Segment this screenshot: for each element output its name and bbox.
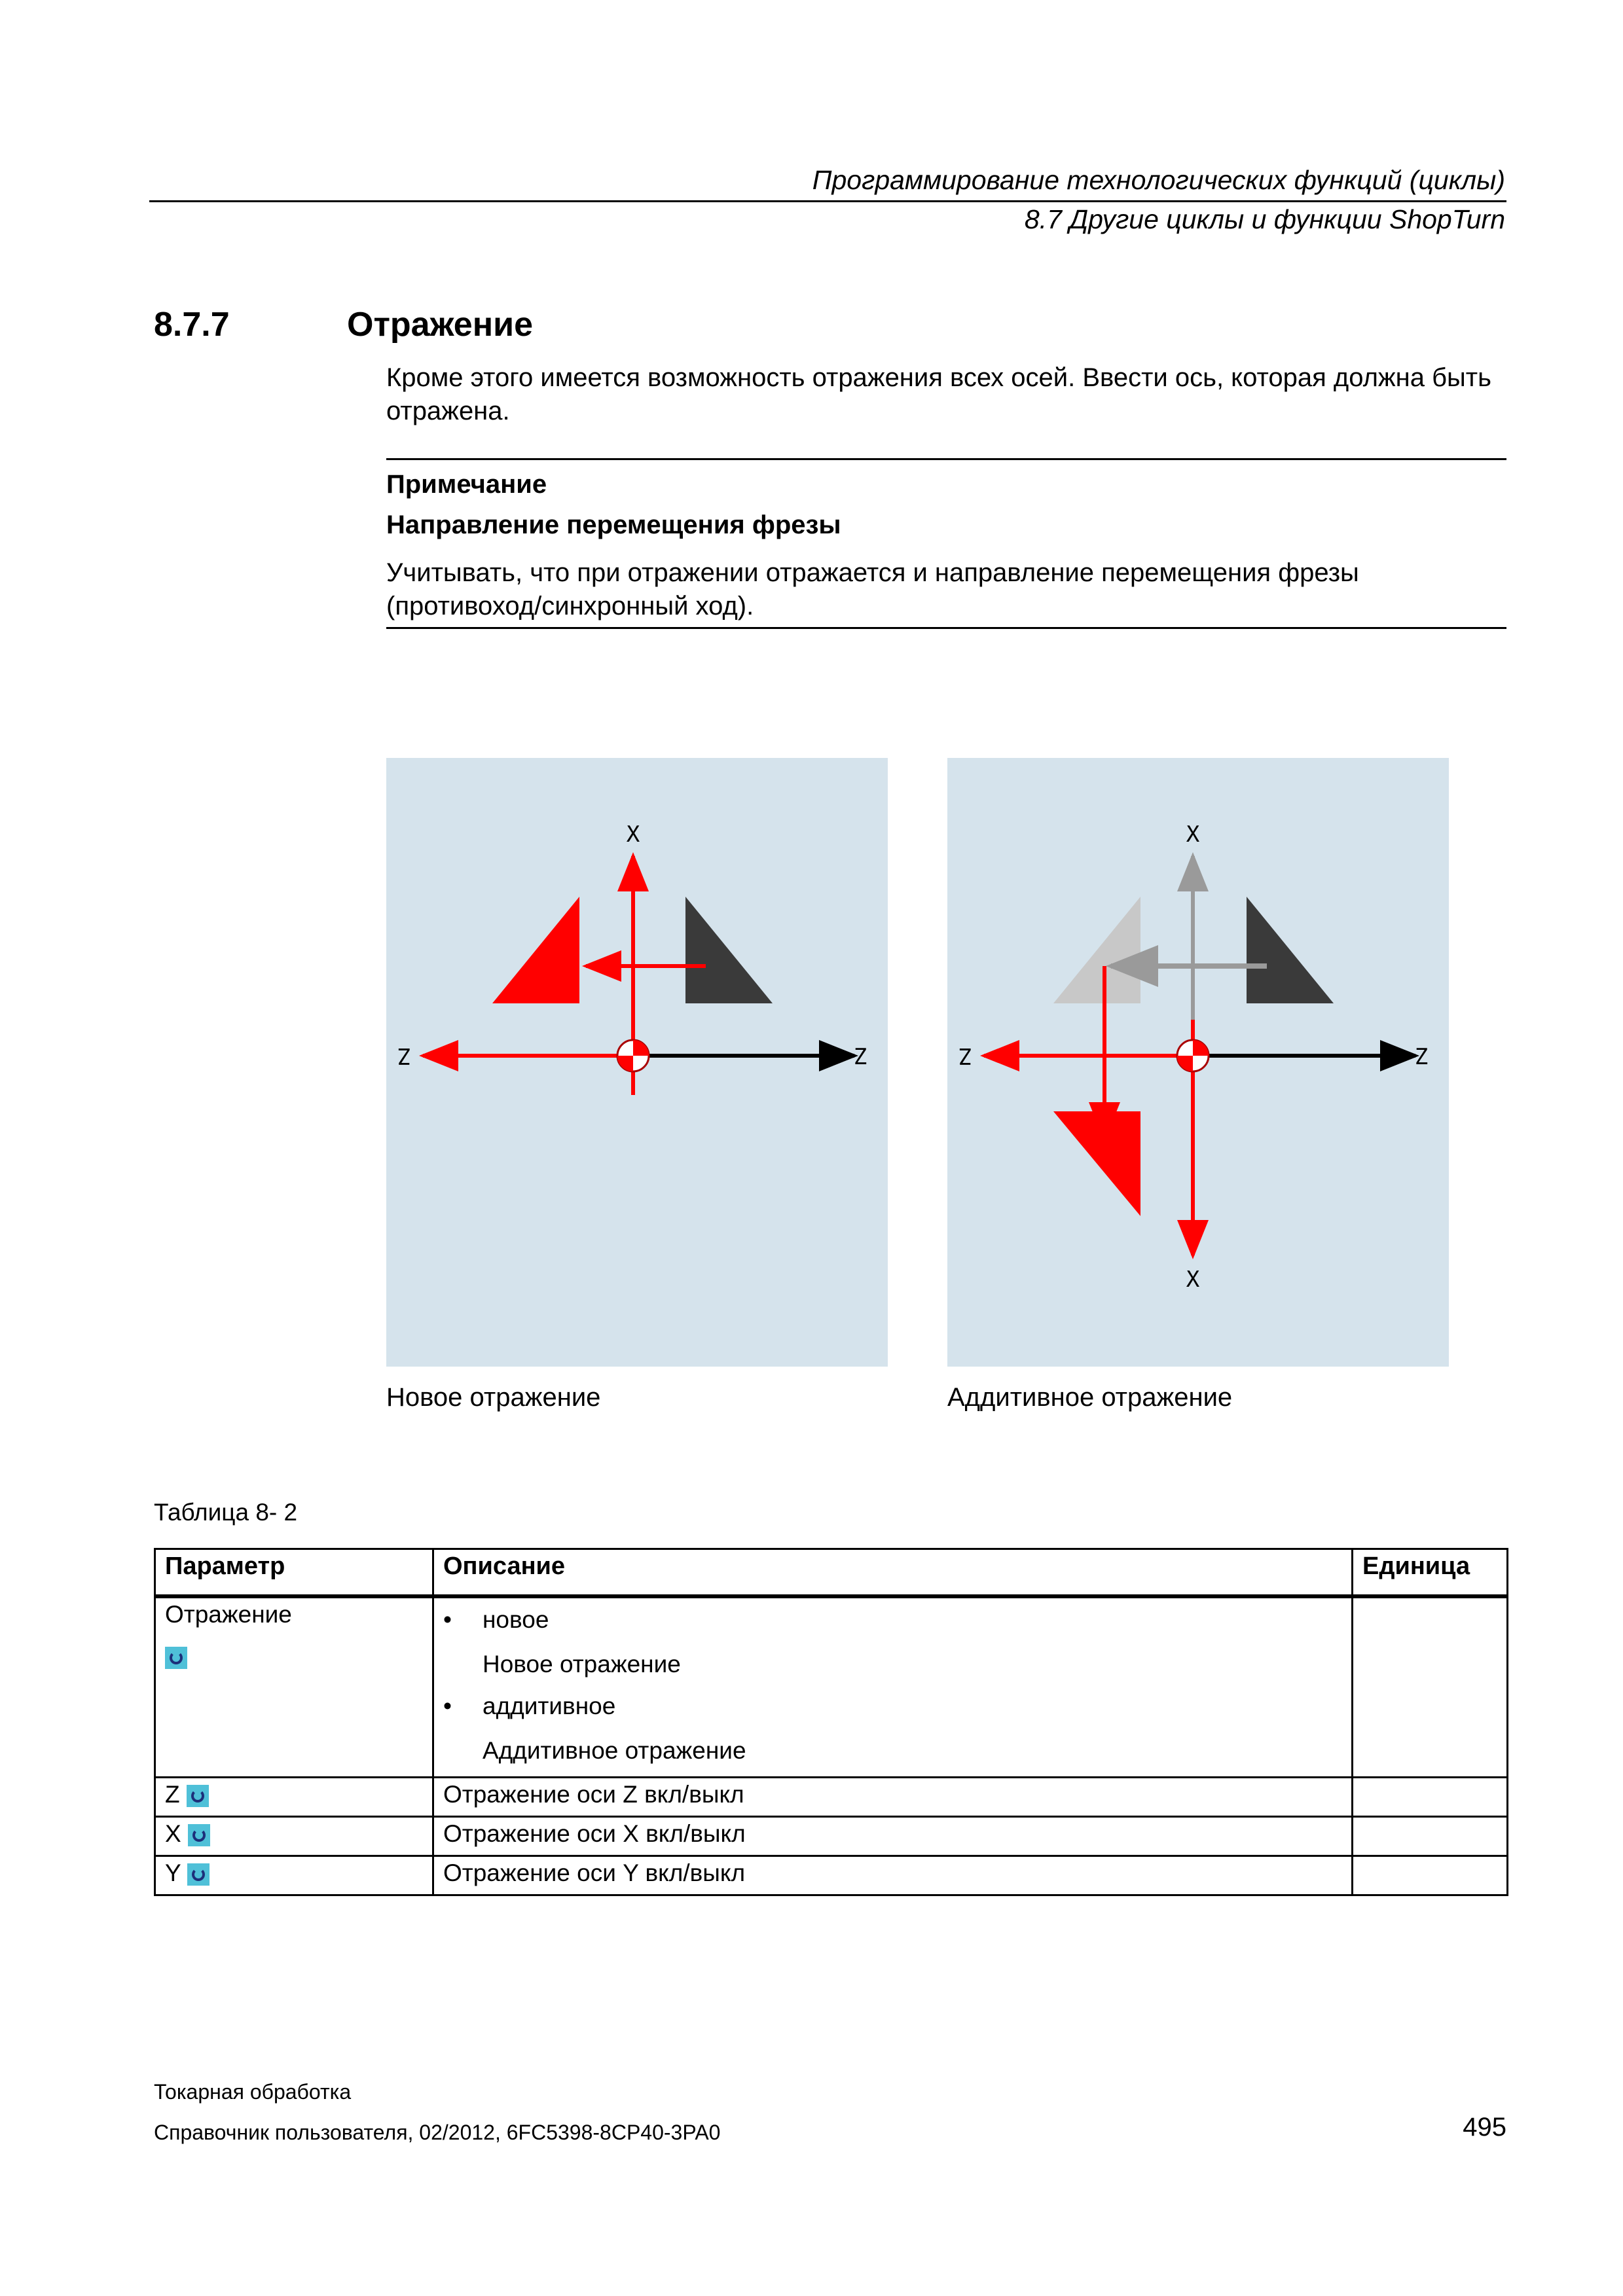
description-cell: Отражение оси Z вкл/выкл	[433, 1777, 1353, 1816]
figure-additive-mirroring	[947, 758, 1449, 1367]
option-description: Аддитивное отражение	[483, 1737, 746, 1764]
table-row	[155, 1777, 1508, 1816]
bullet-icon: •	[443, 1693, 452, 1719]
unit-cell	[1353, 1596, 1508, 1777]
option-name: аддитивное	[483, 1693, 616, 1719]
param-name: X	[165, 1820, 181, 1847]
param-cell	[155, 1856, 433, 1895]
toggle-icon[interactable]	[187, 1785, 209, 1807]
toggle-icon[interactable]	[188, 1824, 210, 1846]
header-parameter: Параметр	[155, 1549, 433, 1597]
param-name: Отражение	[165, 1601, 292, 1628]
note-title: Направление перемещения фрезы	[386, 511, 841, 539]
param-name: Z	[165, 1780, 180, 1808]
parameter-table	[154, 1548, 1508, 1896]
note-label: Примечание	[386, 470, 547, 499]
tool-original	[685, 897, 773, 1003]
axis-x-label-top: X	[1186, 821, 1200, 848]
table-caption: Таблица 8- 2	[154, 1499, 298, 1526]
unit-cell	[1353, 1816, 1508, 1856]
tool-additive	[1053, 1111, 1140, 1216]
running-header-chapter: Программирование технологических функций (циклы)	[812, 165, 1505, 195]
footer-product: Токарная обработка	[154, 2080, 352, 2104]
axis-z-label-left: Z	[958, 1043, 973, 1069]
param-cell	[155, 1777, 433, 1816]
table-row	[155, 1596, 1508, 1777]
section-number: 8.7.7	[154, 306, 230, 344]
tool-mirrored	[492, 897, 579, 1003]
bullet-icon: •	[443, 1606, 452, 1633]
section-intro: Кроме этого имеется возможность отражения всех осей. Ввести ось, которая должна быть отражена.	[386, 363, 1491, 425]
note-text: Учитывать, что при отражении отражается и направление перемещения фрезы (противоход/синхронный ход).	[386, 558, 1359, 620]
section-title: Отражение	[347, 306, 533, 344]
toggle-icon[interactable]	[165, 1647, 187, 1669]
description-cell: Отражение оси X вкл/выкл	[433, 1816, 1353, 1856]
footer-manual: Справочник пользователя, 02/2012, 6FC5398-8CP40-3PA0	[154, 2121, 721, 2144]
axis-x-label-bottom: X	[1186, 1266, 1200, 1293]
table-header-row	[155, 1549, 1508, 1597]
tool-ghost	[1053, 897, 1140, 1003]
param-cell	[155, 1816, 433, 1856]
figure-new-mirroring	[386, 758, 888, 1367]
table-row	[155, 1856, 1508, 1895]
header-description: Описание	[433, 1549, 1353, 1597]
caption-new-mirroring: Новое отражение	[386, 1383, 601, 1412]
axis-z-label-left: Z	[397, 1043, 412, 1069]
running-header-section: 8.7 Другие циклы и функции ShopTurn	[1024, 204, 1505, 234]
toggle-icon[interactable]	[187, 1863, 210, 1886]
param-name: Y	[165, 1859, 181, 1886]
caption-additive-mirroring: Аддитивное отражение	[947, 1383, 1233, 1412]
option-description: Новое отражение	[483, 1651, 681, 1677]
header-unit: Единица	[1353, 1549, 1508, 1597]
axis-x-label: X	[626, 821, 640, 848]
axis-z-label-right: Z	[853, 1044, 867, 1070]
header-rule	[149, 200, 1506, 202]
tool-original	[1247, 897, 1334, 1003]
page-number: 495	[1463, 2113, 1506, 2142]
axis-z-label-right: Z	[1414, 1044, 1429, 1070]
note-top-rule	[386, 458, 1506, 460]
table-row	[155, 1816, 1508, 1856]
description-cell: Отражение оси Y вкл/выкл	[433, 1856, 1353, 1895]
option-name: новое	[483, 1606, 549, 1633]
unit-cell	[1353, 1856, 1508, 1895]
note-bottom-rule	[386, 627, 1506, 629]
param-cell	[155, 1596, 433, 1777]
description-cell	[433, 1596, 1353, 1777]
unit-cell	[1353, 1777, 1508, 1816]
